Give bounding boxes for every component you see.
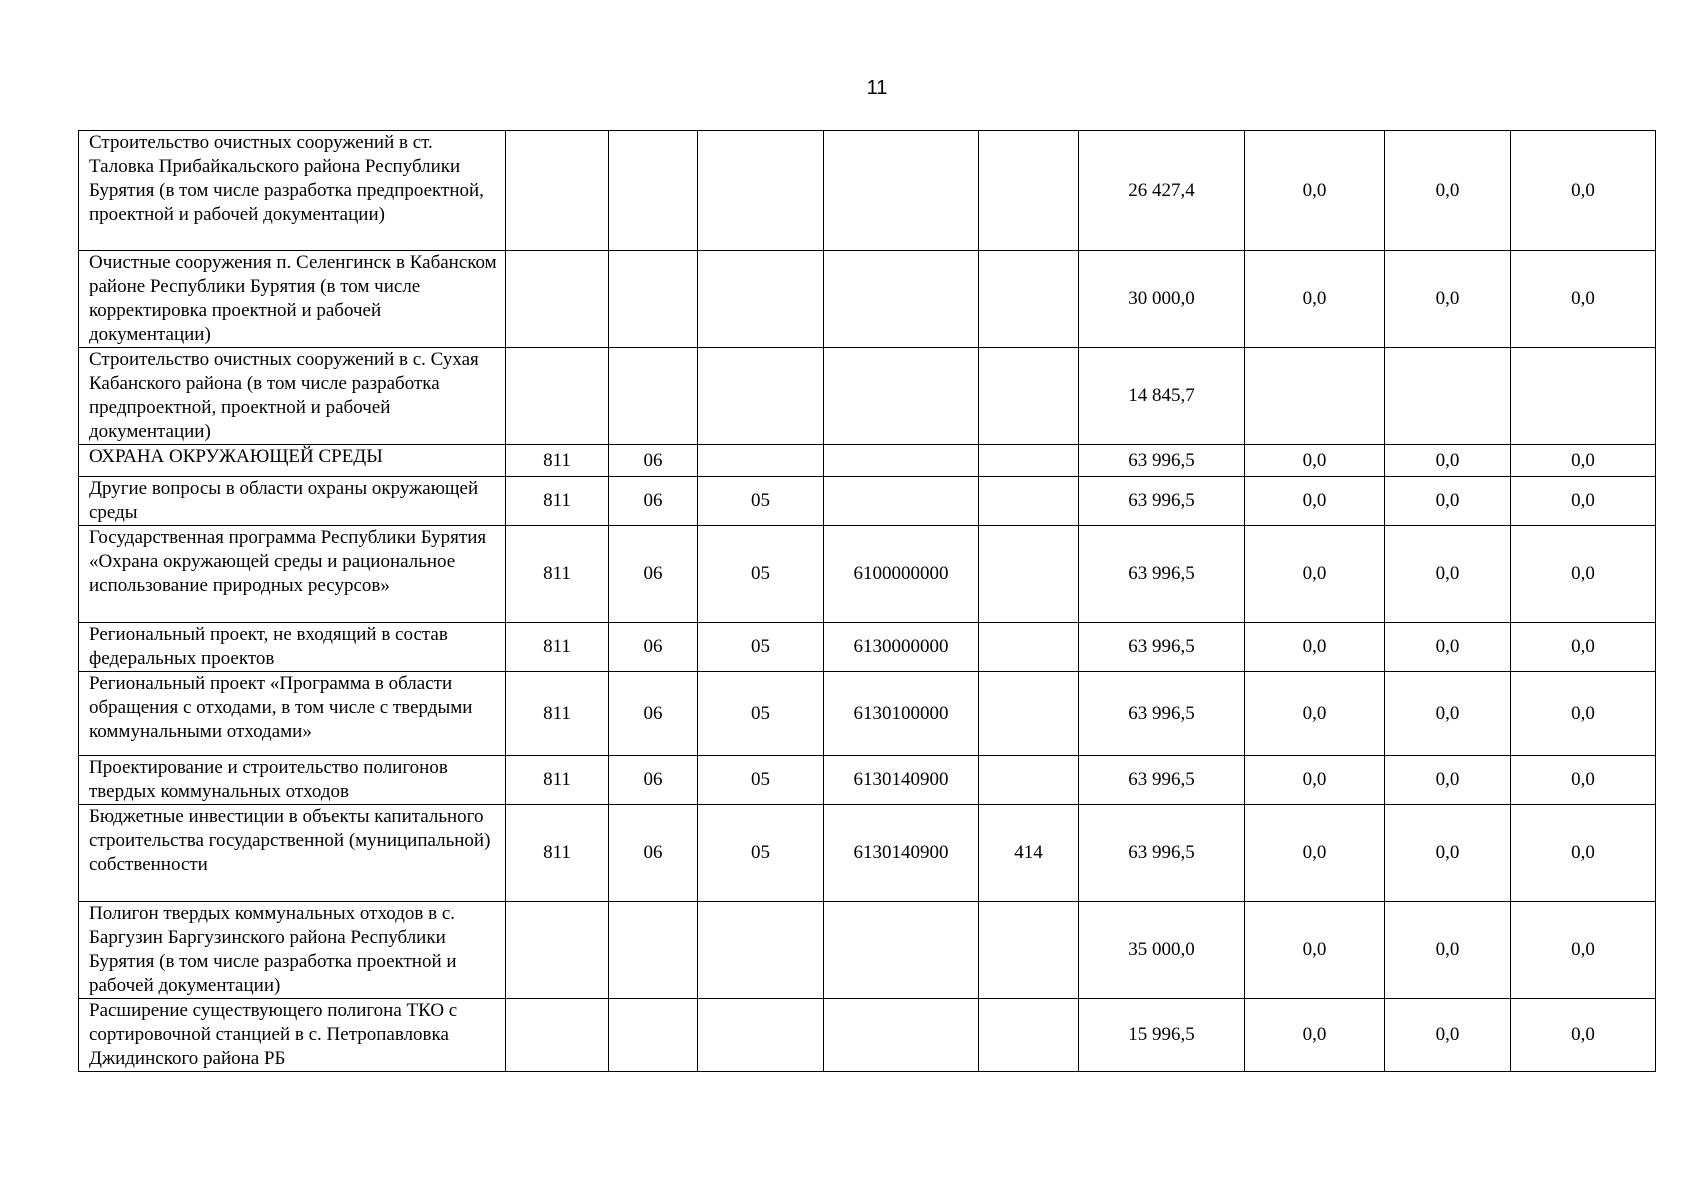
gr-cell: 811: [506, 805, 609, 902]
value-cell-1: 0,0: [1245, 477, 1385, 526]
value-cell-2: 0,0: [1385, 999, 1511, 1072]
pr-cell: [698, 348, 824, 445]
rz-cell: 06: [609, 623, 698, 672]
csr-cell: 6130100000: [824, 672, 979, 756]
rz-cell: [609, 999, 698, 1072]
rz-cell: [609, 251, 698, 348]
value-cell-3: 0,0: [1511, 526, 1656, 623]
value-cell-2: [1385, 348, 1511, 445]
sum-cell: 63 996,5: [1079, 756, 1245, 805]
value-cell-1: 0,0: [1245, 805, 1385, 902]
value-cell-3: 0,0: [1511, 902, 1656, 999]
value-cell-1: 0,0: [1245, 623, 1385, 672]
vr-cell: [979, 251, 1079, 348]
row-name-cell: Другие вопросы в области охраны окружающей среды: [79, 477, 506, 526]
row-name-cell: Проектирование и строительство полигонов твердых коммунальных отходов: [79, 756, 506, 805]
rz-cell: 06: [609, 477, 698, 526]
row-name-cell: Расширение существующего полигона ТКО с сортировочной станцией в с. Петропавловка Джидинского района РБ: [79, 999, 506, 1072]
sum-cell: 35 000,0: [1079, 902, 1245, 999]
sum-cell: 63 996,5: [1079, 445, 1245, 477]
pr-cell: 05: [698, 672, 824, 756]
table-row: [79, 477, 1656, 526]
table-body: [79, 131, 1656, 1072]
csr-cell: 6130140900: [824, 756, 979, 805]
csr-cell: [824, 348, 979, 445]
value-cell-2: 0,0: [1385, 526, 1511, 623]
csr-cell: 6130000000: [824, 623, 979, 672]
csr-cell: [824, 902, 979, 999]
row-name-cell: Строительство очистных сооружений в с. Сухая Кабанского района (в том числе разработка предпроектной, проектной и рабочей документации): [79, 348, 506, 445]
value-cell-2: 0,0: [1385, 477, 1511, 526]
vr-cell: [979, 131, 1079, 251]
row-name-cell: Очистные сооружения п. Селенгинск в Кабанском районе Республики Бурятия (в том числе корректировка проектной и рабочей документации): [79, 251, 506, 348]
rz-cell: 06: [609, 672, 698, 756]
value-cell-2: 0,0: [1385, 805, 1511, 902]
sum-cell: 15 996,5: [1079, 999, 1245, 1072]
gr-cell: 811: [506, 623, 609, 672]
value-cell-2: 0,0: [1385, 251, 1511, 348]
pr-cell: [698, 999, 824, 1072]
pr-cell: 05: [698, 623, 824, 672]
gr-cell: 811: [506, 477, 609, 526]
value-cell-1: 0,0: [1245, 756, 1385, 805]
sum-cell: 63 996,5: [1079, 672, 1245, 756]
csr-cell: [824, 999, 979, 1072]
vr-cell: [979, 623, 1079, 672]
vr-cell: [979, 348, 1079, 445]
table-row: [79, 131, 1656, 251]
value-cell-3: 0,0: [1511, 623, 1656, 672]
csr-cell: [824, 477, 979, 526]
pr-cell: 05: [698, 526, 824, 623]
value-cell-1: 0,0: [1245, 672, 1385, 756]
rz-cell: 06: [609, 445, 698, 477]
csr-cell: 6130140900: [824, 805, 979, 902]
rz-cell: 06: [609, 805, 698, 902]
value-cell-2: 0,0: [1385, 131, 1511, 251]
vr-cell: [979, 672, 1079, 756]
gr-cell: [506, 131, 609, 251]
pr-cell: [698, 445, 824, 477]
table-row: [79, 251, 1656, 348]
value-cell-3: 0,0: [1511, 445, 1656, 477]
csr-cell: [824, 251, 979, 348]
value-cell-1: 0,0: [1245, 131, 1385, 251]
sum-cell: 14 845,7: [1079, 348, 1245, 445]
csr-cell: 6100000000: [824, 526, 979, 623]
table-row: [79, 756, 1656, 805]
row-name-cell: Государственная программа Республики Бурятия «Охрана окружающей среды и рациональное использование природных ресурсов»: [79, 526, 506, 623]
vr-cell: [979, 445, 1079, 477]
table-row: [79, 526, 1656, 623]
value-cell-2: 0,0: [1385, 445, 1511, 477]
budget-table: [78, 130, 1656, 1072]
gr-cell: [506, 348, 609, 445]
table-row: [79, 999, 1656, 1072]
gr-cell: [506, 251, 609, 348]
value-cell-3: [1511, 348, 1656, 445]
sum-cell: 26 427,4: [1079, 131, 1245, 251]
row-name-cell: Региональный проект, не входящий в состав федеральных проектов: [79, 623, 506, 672]
pr-cell: 05: [698, 477, 824, 526]
value-cell-2: 0,0: [1385, 902, 1511, 999]
value-cell-1: 0,0: [1245, 999, 1385, 1072]
value-cell-1: [1245, 348, 1385, 445]
sum-cell: 30 000,0: [1079, 251, 1245, 348]
value-cell-3: 0,0: [1511, 131, 1656, 251]
row-name-cell: Бюджетные инвестиции в объекты капитального строительства государственной (муниципальной) собственности: [79, 805, 506, 902]
value-cell-3: 0,0: [1511, 251, 1656, 348]
csr-cell: [824, 445, 979, 477]
vr-cell: [979, 526, 1079, 623]
value-cell-1: 0,0: [1245, 902, 1385, 999]
rz-cell: [609, 131, 698, 251]
value-cell-3: 0,0: [1511, 999, 1656, 1072]
vr-cell: [979, 756, 1079, 805]
sum-cell: 63 996,5: [1079, 526, 1245, 623]
pr-cell: [698, 902, 824, 999]
row-name-cell: Строительство очистных сооружений в ст. Таловка Прибайкальского района Республики Бурятия (в том числе разработка предпроектной, проектной и рабочей документации): [79, 131, 506, 251]
gr-cell: 811: [506, 526, 609, 623]
page-number: 11: [866, 77, 888, 99]
vr-cell: [979, 477, 1079, 526]
gr-cell: 811: [506, 445, 609, 477]
table-row: [79, 805, 1656, 902]
vr-cell: [979, 902, 1079, 999]
table-row: [79, 348, 1656, 445]
table-row: [79, 445, 1656, 477]
gr-cell: [506, 999, 609, 1072]
table-row: [79, 902, 1656, 999]
pr-cell: 05: [698, 805, 824, 902]
rz-cell: [609, 348, 698, 445]
vr-cell: 414: [979, 805, 1079, 902]
value-cell-3: 0,0: [1511, 805, 1656, 902]
value-cell-3: 0,0: [1511, 672, 1656, 756]
pr-cell: [698, 251, 824, 348]
value-cell-3: 0,0: [1511, 477, 1656, 526]
table-row: [79, 672, 1656, 756]
rz-cell: 06: [609, 756, 698, 805]
table-row: [79, 623, 1656, 672]
value-cell-2: 0,0: [1385, 756, 1511, 805]
pr-cell: 05: [698, 756, 824, 805]
value-cell-1: 0,0: [1245, 251, 1385, 348]
sum-cell: 63 996,5: [1079, 623, 1245, 672]
vr-cell: [979, 999, 1079, 1072]
sum-cell: 63 996,5: [1079, 477, 1245, 526]
value-cell-3: 0,0: [1511, 756, 1656, 805]
gr-cell: 811: [506, 672, 609, 756]
gr-cell: 811: [506, 756, 609, 805]
row-name-cell: Региональный проект «Программа в области обращения с отходами, в том числе с твердыми коммунальными отходами»: [79, 672, 506, 756]
value-cell-2: 0,0: [1385, 623, 1511, 672]
row-name-cell: ОХРАНА ОКРУЖАЮЩЕЙ СРЕДЫ: [79, 445, 506, 477]
row-name-cell: Полигон твердых коммунальных отходов в с. Баргузин Баргузинского района Республики Бурятия (в том числе разработка проектной и рабочей документации): [79, 902, 506, 999]
value-cell-1: 0,0: [1245, 526, 1385, 623]
value-cell-1: 0,0: [1245, 445, 1385, 477]
rz-cell: [609, 902, 698, 999]
rz-cell: 06: [609, 526, 698, 623]
sum-cell: 63 996,5: [1079, 805, 1245, 902]
csr-cell: [824, 131, 979, 251]
value-cell-2: 0,0: [1385, 672, 1511, 756]
pr-cell: [698, 131, 824, 251]
gr-cell: [506, 902, 609, 999]
